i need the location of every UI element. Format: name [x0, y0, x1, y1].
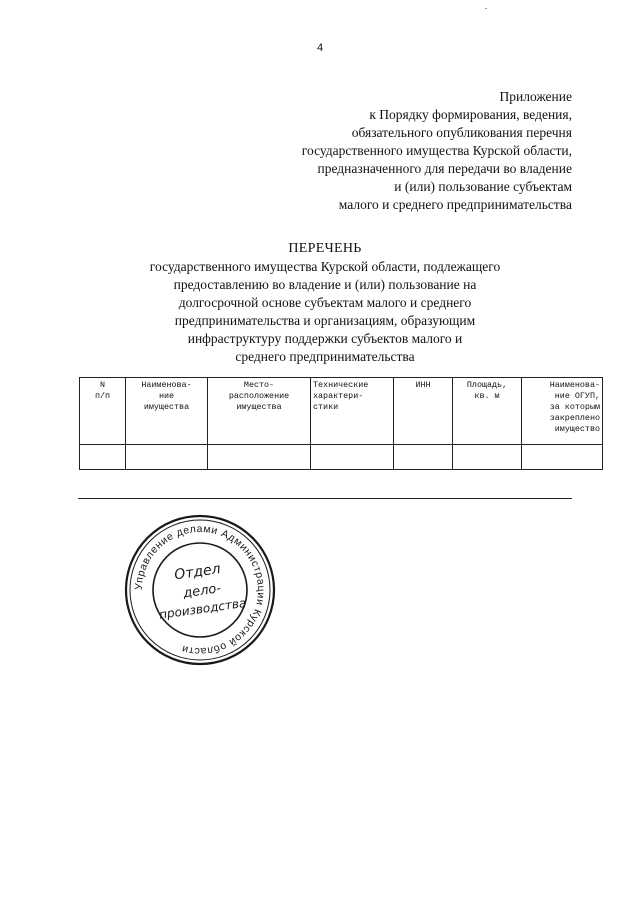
col-header-area: Площадь, кв. м — [453, 378, 522, 445]
title-line: предпринимательства и организациям, образующим — [174, 313, 476, 328]
svg-text:Отдел: Отдел — [173, 561, 222, 584]
table-cell — [80, 445, 126, 470]
appendix-line: государственного имущества Курской области, — [301, 143, 572, 158]
appendix-line: малого и среднего предпринимательства — [338, 197, 572, 212]
page-number: 4 — [316, 43, 324, 55]
title-line: инфраструктуру поддержки субъектов малого и — [187, 331, 463, 346]
col-header-ogup: Наименова- ние ОГУП, за которым закреплено имущество — [522, 378, 603, 445]
official-stamp — [120, 510, 280, 670]
table-cell — [453, 445, 522, 470]
col-header-inn: ИНН — [394, 378, 453, 445]
svg-text:дело-: дело- — [182, 581, 223, 602]
table-cell — [522, 445, 603, 470]
col-header-number: N п/п — [80, 378, 126, 445]
appendix-line: к Порядку формирования, ведения, — [369, 107, 572, 122]
table-cell — [311, 445, 394, 470]
svg-text:Управление делами Администраци: Управление делами Администрации Курской области — [132, 522, 268, 658]
appendix-line: Приложение — [499, 89, 572, 104]
title-heading: ПЕРЕЧЕНЬ — [288, 241, 362, 256]
table-cell — [394, 445, 453, 470]
svg-text:производства: производства — [158, 595, 248, 622]
appendix-line: обязательного опубликования перечня — [351, 125, 572, 140]
title-line: государственного имущества Курской области, подлежащего — [149, 259, 501, 274]
col-header-name: Наименова- ние имущества — [126, 378, 208, 445]
appendix-block — [232, 88, 572, 214]
appendix-line: предназначенного для передачи во владение — [317, 161, 572, 176]
property-table — [79, 377, 603, 470]
title-line: среднего предпринимательства — [235, 349, 415, 364]
table-header-row — [80, 378, 603, 445]
table-cell — [126, 445, 208, 470]
table-cell — [208, 445, 311, 470]
title-line: долгосрочной основе субъектам малого и среднего — [178, 295, 472, 310]
table-row — [80, 445, 603, 470]
title-line: предоставлению во владение и (или) пользование на — [173, 277, 477, 292]
col-header-location: Место- расположение имущества — [208, 378, 311, 445]
closing-rule — [78, 498, 572, 499]
stamp-seal-icon — [120, 510, 280, 670]
scan-mark — [485, 8, 487, 9]
col-header-specs: Технические характери- стики — [311, 378, 394, 445]
document-title — [100, 240, 550, 366]
appendix-line: и (или) пользование субъектам — [394, 179, 572, 194]
